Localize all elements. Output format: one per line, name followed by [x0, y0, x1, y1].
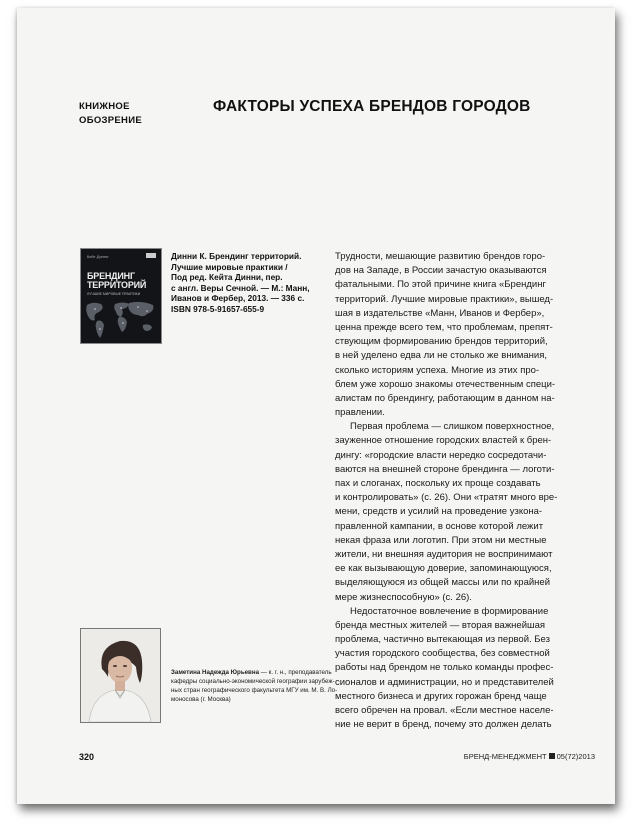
- body-text-line: Недостаточное вовлечение в формирование: [350, 605, 549, 617]
- author-caption-line: моносова (г. Москва): [171, 696, 231, 703]
- bib-line: Динни К. Брендинг территорий.: [171, 251, 302, 261]
- body-text-line: всего обречен на провал. «Если местное населе-: [335, 705, 554, 716]
- body-text-line: алистам по брендингу, работающим в данном на-: [335, 392, 555, 404]
- section-label-line-1: КНИЖНОЕ: [79, 101, 130, 112]
- bib-line: Иванов и Фербер, 2013. — 336 с.: [171, 293, 305, 304]
- article-body: [335, 250, 595, 732]
- body-text-line: выделяющуюся из общей массы или по крайней: [335, 577, 551, 589]
- square-separator-icon: [549, 753, 555, 759]
- magazine-page: [17, 8, 615, 804]
- author-photo: [80, 628, 161, 723]
- bibliographic-reference: [171, 251, 321, 315]
- book-cover: [80, 248, 162, 344]
- publisher-badge-icon: [146, 253, 156, 258]
- body-text-line: проблема, частично вытекающая из первой. Без: [335, 634, 550, 646]
- journal-name: БРЕНД-МЕНЕДЖМЕНТ: [463, 752, 547, 761]
- body-text-line: блем уже хорошо знакомы отечественным специ-: [335, 378, 556, 390]
- journal-issue: 05(72)2013: [556, 752, 595, 761]
- body-text-line: территорий. Лучшие мировые практики», вышед-: [335, 293, 554, 305]
- section-label-line-2: ОБОЗРЕНИЕ: [79, 115, 142, 126]
- bib-line: ISBN 978-5-91657-655-9: [171, 303, 265, 314]
- journal-footer: [464, 752, 595, 761]
- body-text-line: ние не верит в бренд, почему это должен делать: [335, 719, 552, 731]
- body-text-line: пах и слоганах, поскольку их проще создавать: [335, 478, 541, 489]
- body-text-line: жители, ни внешняя аудитория не воспринимают: [335, 548, 553, 560]
- bib-line: Под ред. Кейта Динни, пер.: [171, 272, 283, 283]
- bib-line: Лучшие мировые практики /: [171, 261, 288, 272]
- body-text-line: ценна прежде всего тем, что проблемам, препят-: [335, 321, 553, 333]
- body-text-line: Первая проблема — слишком поверхностное,: [350, 421, 555, 433]
- body-text-line: мере жизнеспособную» (с. 26).: [335, 591, 472, 603]
- body-text-line: ее как вызывающую доверие, запоминающуюся,: [335, 563, 552, 575]
- body-text-line: некая фраза или логотип. При этом ни местные: [335, 534, 547, 546]
- page-number: 320: [79, 752, 95, 762]
- cover-title-line: ТЕРРИТОРИЙ: [87, 280, 147, 290]
- body-text-line: Трудности, мешающие развитию брендов горо-: [335, 251, 546, 262]
- bib-line: с англ. Веры Сечной. — М.: Манн,: [171, 282, 310, 293]
- author-portrait-icon: [81, 629, 160, 722]
- body-text-line: бренда местных жителей — вторая важнейшая: [335, 619, 546, 631]
- author-credentials: — к. г. н., преподаватель: [259, 669, 332, 676]
- author-name: Заметина Надежда Юрьевна: [171, 669, 260, 676]
- body-text-line: ваются на внешней стороне брендинга — логоти-: [335, 463, 555, 475]
- author-caption-line: ных стран географического факультета МГУ им. М. В. Ло-: [171, 687, 338, 694]
- cover-title-line: БРЕНДИНГ: [87, 271, 135, 281]
- body-text-line: правлении.: [335, 407, 385, 419]
- section-label: [79, 100, 169, 128]
- body-text-line: участия городского сообщества, без совместной: [335, 648, 550, 660]
- world-map-icon: [81, 299, 161, 343]
- author-caption-line: кафедры социально-экономической географии зарубеж-: [171, 678, 335, 685]
- body-text-line: шая в издательстве «Манн, Иванов и Фербер»,: [335, 307, 545, 319]
- body-text-line: мени, средств и усилий на проведение узкона-: [335, 506, 543, 518]
- body-text-line: работы над брендом не только команды профес-: [335, 662, 554, 674]
- body-text-line: дингу: «городские власти нередко сосредотачи-: [335, 449, 547, 461]
- body-text-line: дов на Западе, в России зачастую оказываются: [335, 265, 547, 277]
- body-text-line: сколько историям успеха. Многие из этих про-: [335, 364, 540, 376]
- body-text-line: правленной кампании, в основе которой лежит: [335, 520, 544, 532]
- article-title: ФАКТОРЫ УСПЕХА БРЕНДОВ ГОРОДОВ: [213, 98, 531, 115]
- body-text-line: ствующим формированию брендов территорий,: [335, 336, 548, 348]
- cover-subtitle: ЛУЧШИЕ МИРОВЫЕ ПРАКТИКИ: [87, 292, 141, 296]
- cover-author: Кейт Динни: [87, 254, 109, 259]
- body-text-line: и контролировать» (с. 26). Они «тратят много вре-: [335, 492, 558, 504]
- cover-title: [87, 272, 157, 290]
- body-text-line: в ней уделено едва ли не столько же внимания,: [335, 350, 548, 362]
- body-text-line: зауженное отношение городских властей к брен-: [335, 435, 552, 447]
- author-caption: [171, 668, 338, 704]
- body-text-line: сионалов и администрации, но и представителей: [335, 676, 554, 688]
- body-text-line: местного бизнеса и других горожан бренд чаще: [335, 690, 547, 702]
- body-text-line: фатальными. По этой причине книга «Брендинг: [335, 279, 546, 291]
